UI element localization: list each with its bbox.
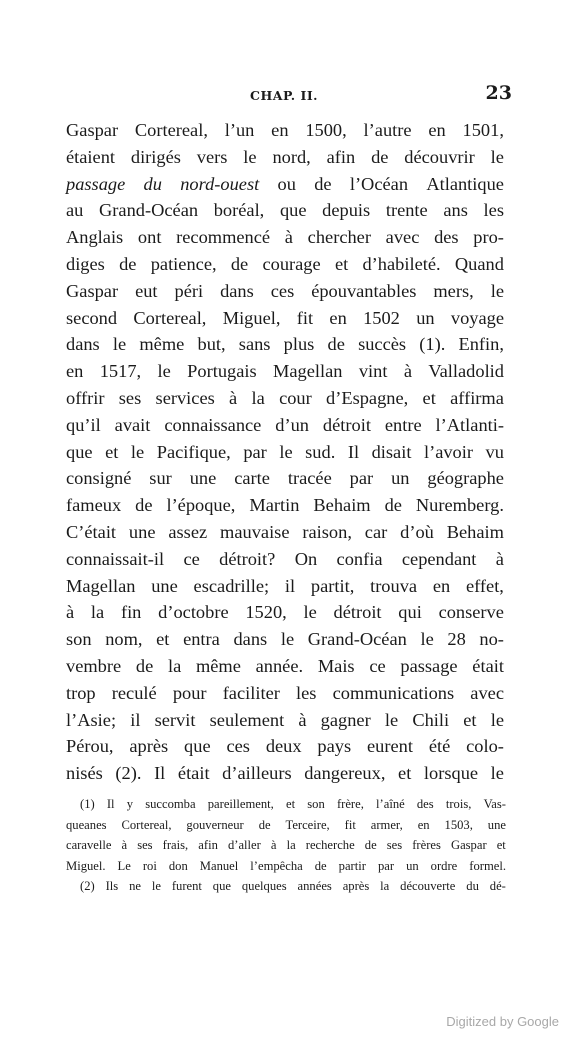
text-line: Pérou, après que ces deux pays eurent été colo-: [66, 736, 504, 757]
text-line: C’était une assez mauvaise raison, car d’où Behaim: [66, 521, 504, 542]
text-line: son nom, et entra dans le Grand-Océan le 28 no-: [66, 629, 504, 650]
text-line: qu’il avait connaissance d’un détroit entre l’Atlanti-: [66, 414, 504, 435]
text-line: que et le Pacifique, par le sud. Il disait l’avoir vu: [66, 441, 504, 462]
digitized-watermark: Digitized by Google: [446, 1014, 559, 1029]
text-line: vembre de la même année. Mais ce passage était: [66, 655, 504, 676]
text-line: dans le même but, sans plus de succès (1). Enfin,: [66, 334, 504, 355]
text-line: à la fin d’octobre 1520, le détroit qui conserve: [66, 602, 504, 623]
text-line: connaissait-il ce détroit? On confia cependant à: [66, 548, 504, 569]
text-line: consigné sur une carte tracée par un géographe: [66, 468, 504, 489]
text-line: passage du nord-ouest ou de l’Océan Atlantique: [66, 173, 504, 194]
footnotes: [66, 794, 506, 897]
text-line: Gaspar eut péri dans ces épouvantables mers, le: [66, 280, 504, 301]
text-line: l’Asie; il servit seulement à gagner le Chili et le: [66, 709, 504, 730]
footnote-line: (2) Ils ne le furent que quelques années après la découverte du dé-: [80, 879, 506, 894]
footnote-line: (1) Il y succomba pareillement, et son frère, l’aîné des trois, Vas-: [80, 797, 506, 811]
footnote-line: caravelle à ses frais, afin d’aller à la recherche de ses frères Gaspar et: [66, 838, 506, 853]
text-line: étaient dirigés vers le nord, afin de découvrir le: [66, 146, 504, 167]
text-line: Gaspar Cortereal, l’un en 1500, l’autre en 1501,: [66, 120, 504, 140]
running-head: CHAP. II.: [250, 88, 319, 103]
text-line: trop reculé pour faciliter les communications avec: [66, 682, 504, 703]
text-line: second Cortereal, Miguel, fit en 1502 un voyage: [66, 307, 504, 328]
text-line: en 1517, le Portugais Magellan vint à Valladolid: [66, 361, 504, 382]
text-line: fameux de l’époque, Martin Behaim de Nuremberg.: [66, 495, 504, 516]
footnote-line: Miguel. Le roi don Manuel l’empêcha de partir par un ordre formel.: [66, 858, 506, 873]
text-line: nisés (2). Il était d’ailleurs dangereux, et lorsque le: [66, 763, 504, 784]
page-header: [66, 84, 512, 108]
text-line: Magellan une escadrille; il partit, trouva en effet,: [66, 575, 504, 596]
text-line: Anglais ont recommencé à chercher avec des pro-: [66, 227, 504, 248]
footnote-line: queanes Cortereal, gouverneur de Terceire, fit armer, en 1503, une: [66, 817, 506, 832]
text-line: diges de patience, de courage et d’habileté. Quand: [66, 253, 504, 274]
text-line: offrir ses services à la cour d’Espagne, et affirma: [66, 387, 504, 408]
text-line: au Grand-Océan boréal, que depuis trente ans les: [66, 200, 504, 221]
page-number: 23: [485, 82, 512, 104]
body-text: [66, 117, 504, 787]
